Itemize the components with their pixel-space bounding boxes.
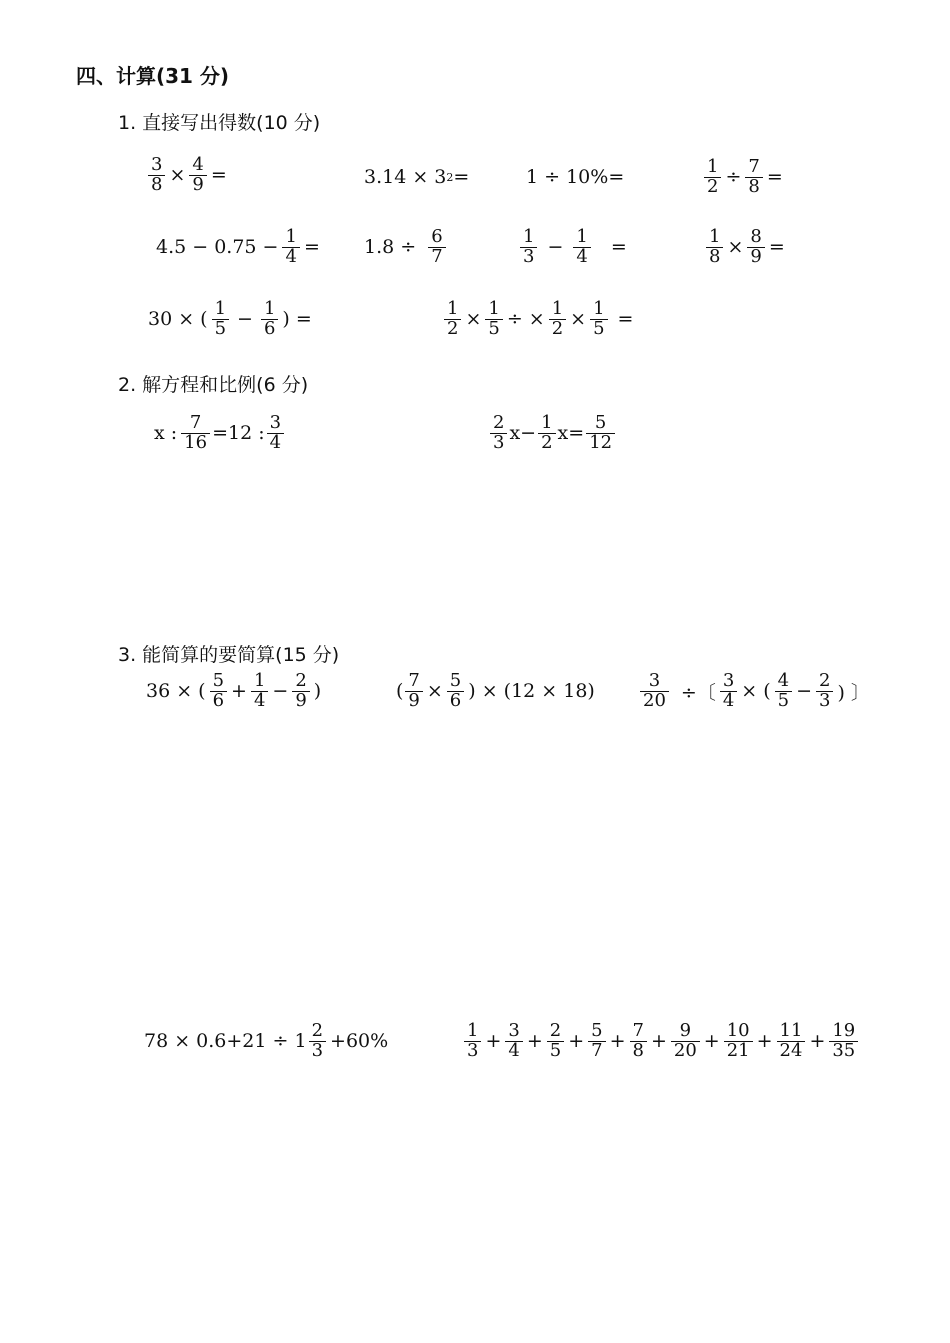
fraction	[547, 1022, 564, 1061]
fraction	[181, 414, 210, 453]
fraction	[630, 1022, 647, 1061]
fraction	[588, 1022, 605, 1061]
operator: −	[796, 680, 813, 703]
denominator: 4	[282, 247, 299, 267]
numerator: 2	[549, 1020, 562, 1041]
denominator: 4	[267, 433, 284, 453]
fraction	[706, 228, 723, 267]
equals-sign: =	[303, 236, 320, 259]
operator: ÷ ×	[506, 308, 545, 331]
fraction	[212, 300, 229, 339]
denominator: 5	[775, 691, 792, 711]
fraction	[261, 300, 278, 339]
operator: +	[703, 1030, 720, 1053]
p2-expr-1	[152, 414, 286, 453]
numerator: 4	[192, 154, 204, 175]
part3-title: 3. 能简算的要简算(15 分)	[118, 644, 340, 666]
fraction	[309, 1022, 326, 1061]
fraction	[505, 1022, 522, 1061]
operator: +	[809, 1030, 826, 1053]
numerator: 1	[576, 226, 588, 247]
operator: +	[485, 1030, 502, 1053]
operator: × (	[741, 680, 771, 703]
fraction	[210, 672, 227, 711]
numerator: 1	[593, 298, 605, 319]
fraction	[485, 300, 502, 339]
numerator: 1	[551, 298, 564, 319]
equals-sign: =	[768, 236, 785, 259]
fraction	[189, 156, 206, 195]
denominator: 2	[704, 177, 721, 197]
equals-sign: =	[766, 166, 783, 189]
denominator: 3	[309, 1041, 326, 1061]
fraction	[586, 414, 615, 453]
operator: ×	[465, 308, 482, 331]
numerator: 7	[189, 412, 202, 433]
numerator: 1	[707, 156, 719, 177]
operator: −	[272, 680, 289, 703]
numerator: 6	[431, 226, 443, 247]
expression-text: 1.8 ÷	[364, 236, 417, 259]
denominator: 7	[428, 247, 445, 267]
denominator: 12	[586, 433, 615, 453]
operator: ×	[426, 680, 443, 703]
operator: ×	[169, 164, 186, 187]
expression-text: (	[396, 680, 404, 703]
fraction	[671, 1022, 700, 1061]
numerator: 8	[750, 226, 762, 247]
expression-text: 30 × (	[148, 308, 208, 331]
p1-expr-7	[518, 228, 629, 267]
fraction	[747, 228, 764, 267]
expression-text: )	[313, 680, 322, 703]
expression-text: +60%	[330, 1030, 389, 1053]
expression-text: 78 × 0.6+21 ÷ 1	[144, 1030, 307, 1053]
numerator: 3	[722, 670, 735, 691]
equals-sign: =	[617, 308, 634, 331]
denominator: 2	[444, 319, 461, 339]
numerator: 2	[295, 670, 307, 691]
expression-text: ) × (12 × 18)	[468, 680, 595, 703]
operator: +	[609, 1030, 626, 1053]
fraction	[816, 672, 833, 711]
expression-text: ) =	[282, 308, 312, 331]
denominator: 24	[777, 1041, 806, 1061]
fraction	[549, 300, 566, 339]
p1-expr-9	[146, 300, 314, 339]
expression-text: 3.14 × 3	[364, 166, 447, 188]
denominator: 7	[588, 1041, 605, 1061]
denominator: 8	[630, 1041, 647, 1061]
equals-sign: =	[210, 164, 227, 187]
p1-expr-1	[146, 156, 229, 195]
numerator: 7	[632, 1020, 644, 1041]
denominator: 2	[549, 319, 566, 339]
numerator: 5	[594, 412, 607, 433]
numerator: 1	[263, 298, 276, 319]
fraction	[720, 672, 737, 711]
expression-text: x−	[509, 422, 537, 445]
numerator: 1	[541, 412, 553, 433]
p1-expr-2	[364, 166, 469, 188]
denominator: 4	[505, 1041, 522, 1061]
numerator: 19	[832, 1020, 856, 1041]
p1-expr-6	[362, 228, 448, 267]
denominator: 21	[724, 1041, 753, 1061]
fraction	[292, 672, 309, 711]
numerator: 3	[269, 412, 282, 433]
numerator: 10	[726, 1020, 750, 1041]
denominator: 20	[640, 691, 669, 711]
exponent: 2	[446, 170, 454, 184]
fraction	[775, 672, 792, 711]
denominator: 4	[720, 691, 737, 711]
fraction	[704, 158, 721, 197]
operator: +	[231, 680, 247, 703]
denominator: 9	[405, 691, 422, 711]
numerator: 1	[447, 298, 459, 319]
operator: −	[547, 236, 564, 259]
p1-expr-3	[526, 166, 624, 188]
denominator: 8	[148, 175, 165, 195]
numerator: 3	[508, 1020, 520, 1041]
numerator: 1	[523, 226, 535, 247]
fraction	[573, 228, 590, 267]
fraction	[520, 228, 537, 267]
numerator: 3	[648, 670, 661, 691]
operator: +	[650, 1030, 667, 1053]
p1-expr-4	[702, 158, 785, 197]
p3-expr-5	[462, 1022, 860, 1061]
denominator: 8	[706, 247, 723, 267]
p1-expr-5	[154, 228, 322, 267]
fraction	[464, 1022, 481, 1061]
expression-text: x :	[154, 422, 178, 445]
operator: +	[526, 1030, 543, 1053]
denominator: 9	[189, 175, 206, 195]
fraction	[724, 1022, 753, 1061]
denominator: 4	[573, 247, 590, 267]
numerator: 2	[493, 412, 505, 433]
fraction	[428, 228, 445, 267]
numerator: 2	[819, 670, 831, 691]
denominator: 9	[292, 691, 309, 711]
p3-expr-4	[144, 1022, 390, 1061]
numerator: 1	[214, 298, 227, 319]
fraction	[447, 672, 464, 711]
expression-text: =12 :	[212, 422, 265, 445]
expression-text: x=	[557, 422, 585, 445]
fraction	[777, 1022, 806, 1061]
fraction	[148, 156, 165, 195]
numerator: 1	[285, 226, 297, 247]
denominator: 35	[829, 1041, 858, 1061]
numerator: 7	[748, 156, 760, 177]
numerator: 2	[311, 1020, 324, 1041]
numerator: 4	[777, 670, 790, 691]
denominator: 2	[538, 433, 555, 453]
numerator: 1	[253, 670, 266, 691]
denominator: 6	[210, 691, 227, 711]
denominator: 3	[464, 1041, 481, 1061]
denominator: 3	[520, 247, 537, 267]
numerator: 1	[488, 298, 500, 319]
denominator: 3	[490, 433, 507, 453]
part1-title: 1. 直接写出得数(10 分)	[118, 112, 321, 134]
operator: ×	[727, 236, 744, 259]
numerator: 1	[709, 226, 721, 247]
p1-expr-10	[442, 300, 635, 339]
denominator: 20	[671, 1041, 700, 1061]
operator: ÷	[725, 166, 742, 189]
denominator: 3	[816, 691, 833, 711]
fraction	[640, 672, 669, 711]
expression-text: 36 × (	[146, 680, 206, 703]
expression-text: ) 〕	[837, 681, 870, 704]
equals-sign: =	[610, 236, 627, 259]
p3-expr-3	[638, 672, 872, 711]
numerator: 5	[591, 1020, 603, 1041]
denominator: 6	[261, 319, 278, 339]
numerator: 1	[467, 1020, 479, 1041]
operator: +	[568, 1030, 585, 1053]
numerator: 3	[151, 154, 163, 175]
expression-text: 4.5 − 0.75 −	[156, 236, 279, 259]
operator: −	[237, 308, 253, 331]
fraction	[590, 300, 607, 339]
operator: ÷〔	[680, 681, 716, 704]
numerator: 7	[408, 670, 420, 691]
denominator: 4	[251, 691, 268, 711]
fraction	[829, 1022, 858, 1061]
p3-expr-1	[144, 672, 323, 711]
denominator: 5	[212, 319, 229, 339]
numerator: 9	[679, 1020, 692, 1041]
numerator: 5	[212, 670, 225, 691]
operator: ×	[570, 308, 587, 331]
denominator: 16	[181, 433, 210, 453]
fraction	[538, 414, 555, 453]
denominator: 9	[747, 247, 764, 267]
denominator: 8	[745, 177, 762, 197]
section-title: 四、计算(31 分)	[76, 64, 230, 88]
equals-sign: =	[453, 166, 470, 188]
fraction	[267, 414, 284, 453]
fraction	[282, 228, 299, 267]
denominator: 5	[590, 319, 607, 339]
p2-expr-2	[488, 414, 617, 453]
fraction	[745, 158, 762, 197]
expression-text: 1 ÷ 10%=	[526, 166, 625, 188]
fraction	[405, 672, 422, 711]
fraction	[444, 300, 461, 339]
denominator: 5	[485, 319, 502, 339]
fraction	[490, 414, 507, 453]
numerator: 11	[779, 1020, 803, 1041]
p3-expr-2	[396, 672, 597, 711]
denominator: 5	[547, 1041, 564, 1061]
p1-expr-8	[704, 228, 787, 267]
part2-title: 2. 解方程和比例(6 分)	[118, 374, 309, 396]
denominator: 6	[447, 691, 464, 711]
operator: +	[756, 1030, 773, 1053]
fraction	[251, 672, 268, 711]
numerator: 5	[449, 670, 462, 691]
